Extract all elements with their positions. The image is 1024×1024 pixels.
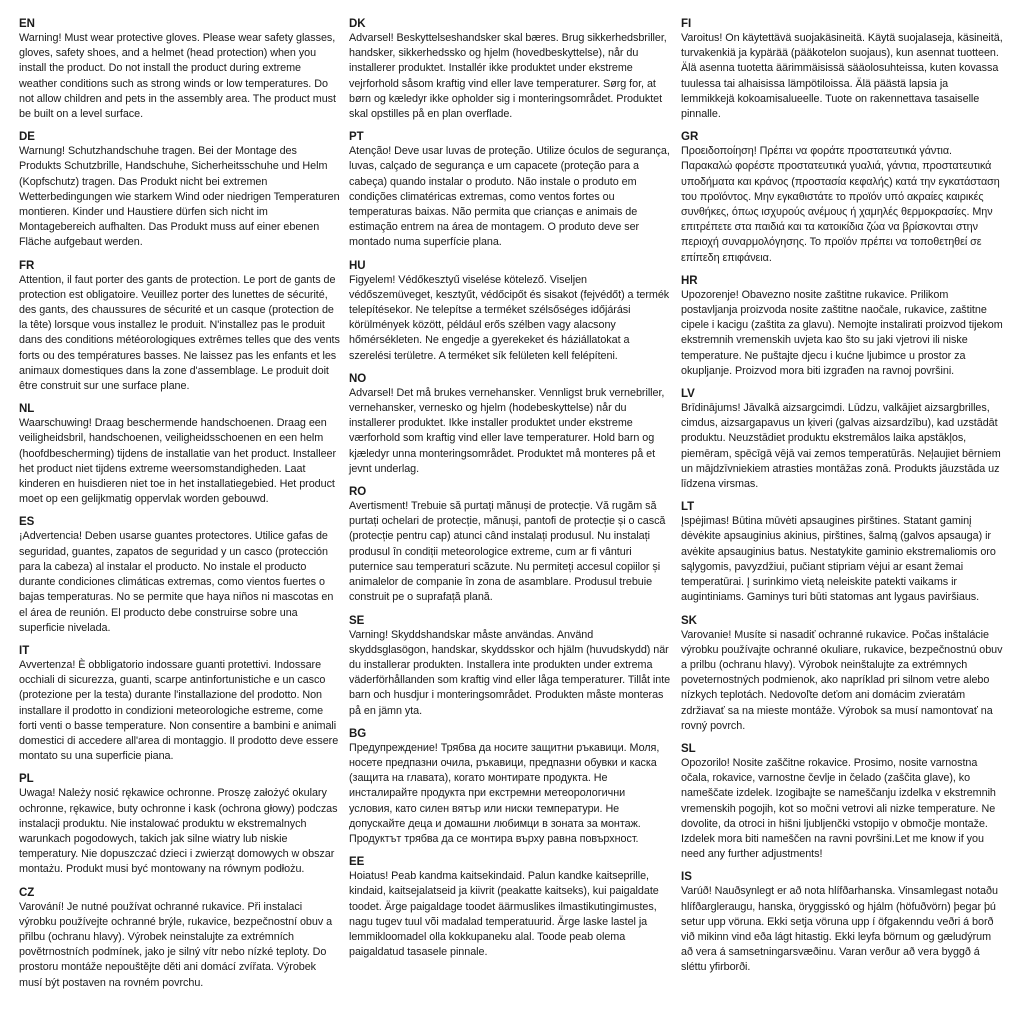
warning-section-cz [19, 886, 341, 991]
warning-section-sk [681, 614, 1003, 734]
warning-section-sl [681, 742, 1003, 862]
warning-text: Uwaga! Należy nosić rękawice ochronne. Proszę założyć okulary ochronne, rękawice, buty ochronne i kask (ochrona głowy) podczas instalacji produktu. Nie instalować produktu w ekstremalnych warunkach pogodowych, takich jak silne wiatry lub niskie temperatury. Nie dopuszczać dzieci i zwierząt domowych w obszar montażu. Produkt musi być montowany na równym podłożu. [19, 787, 338, 876]
warning-text: Brīdinājums! Jāvalkā aizsargcimdi. Lūdzu, valkājiet aizsargbrilles, cimdus, aizsargapavus un ķiveri (galvas aizsardzību), kad uzstādāt produktu. Neuzstādiet produktu ekstremālos laika apstākļos, piemēram, spēcīgā vējā vai zemos temperatūrās. Neļaujiet bērniem un mājdzīvniekiem atrasties montāžas zonā. Produkts jāuzstāda uz līdzena virsmas. [681, 402, 1001, 491]
warning-text: Avertisment! Trebuie să purtați mănuși de protecție. Vă rugăm să purtați ochelari de protecție, mănuși, pantofi de protecție și o cască (protecție pentru cap) atunci când instalați produsul. Nu instalați produsul în condiții meteorologice extreme, cum ar fi vânturi puternice sau temperaturi scăzute. Nu permiteți accesul copiilor și animalelor de companie în zona de asamblare. Produsul trebuie construit pe o suprafață plană. [349, 500, 666, 604]
language-code: PL [19, 773, 34, 786]
language-code: PT [349, 131, 364, 144]
language-code: EE [349, 856, 365, 869]
warning-text: Įspėjimas! Būtina mūvėti apsaugines pirštines. Statant gaminį dėvėkite apsauginius akinius, pirštines, šalmą (galvos apsauga) ir avėkite apsauginius batus. Nestatykite gaminio ekstremaliomis oro sąlygomis, pavyzdžiui, pučiant stipriam vėjui ar esant žemai temperatūrai. Į surinkimo vietą neleiskite patekti vaikams ir augintiniams. Gaminys turi būti statomas ant lygaus paviršiaus. [681, 515, 996, 604]
language-code: DE [19, 131, 35, 144]
warning-text: Avvertenza! È obbligatorio indossare guanti protettivi. Indossare occhiali di sicurezza, guanti, scarpe antinfortunistiche e un casco (protezione per la testa) durante l'installazione del prodotto. Non installare il prodotto in condizioni meteorologiche estreme, come forti venti o basse temperature. Non consentire a bambini e animali domestici di accedere all'area di montaggio. Il prodotto deve essere montato su una superficie piana. [19, 658, 339, 763]
language-code: LV [681, 388, 695, 401]
language-code: FR [19, 259, 35, 272]
language-code: HR [681, 274, 698, 287]
warning-text: Varovanie! Musíte si nasadiť ochranné rukavice. Počas inštalácie výrobku používajte ochranné okuliare, rukavice, bezpečnostnú obuv a prilbu (ochranu hlavy). Výrobok neinštalujte za extrémnych poveternostných podmienok, ako napríklad pri silnom vetre alebo nízkych teplotách. Nedovoľte deťom ani domácim zvieratám zdržiavať sa na mieste montáže. Výrobok sa musí namontovať na rovný povrch. [681, 628, 1003, 732]
warning-text: Advarsel! Det må brukes vernehansker. Vennligst bruk vernebriller, vernehansker, vernesko og hjelm (hodebeskyttelse) når du installerer produktet. Ikke installer produktet under ekstreme værforhold som kraftig vind eller lave temperaturer. Hold barn og kjæledyr unna monteringsområdet. Produktet må monteres på et jevnt underlag. [349, 386, 665, 475]
language-code: NL [19, 403, 35, 416]
warning-section-hu [349, 259, 671, 364]
warning-section-lv [681, 387, 1003, 492]
warning-section-no [349, 372, 671, 477]
language-code: IS [681, 871, 692, 884]
warning-text: Waarschuwing! Draag beschermende handschoenen. Draag een veiligheidsbril, handschoenen, veiligheidsschoenen en een helm (hoofdbescherming) tijdens de installatie van het product. Installeer het product niet tijdens extreme weersomstandigheden. Laat kinderen en huisdieren niet toe in het installatiegebied. Het product moet op een gelijkmatig oppervlak worden gebouwd. [19, 417, 337, 506]
language-code: GR [681, 131, 699, 144]
warning-section-gr [681, 130, 1003, 266]
warning-section-dk [349, 17, 671, 122]
language-code: SE [349, 614, 365, 627]
warning-text: Предупреждение! Трябва да носите защитни ръкавици. Моля, носете предпазни очила, ръкавици, предпазни обувки и каска (защита на главата), когато монтирате продукта. Не инсталирайте продукта при екстремни метеорологични условия, като силен вятър или ниски температури. Не допускайте деца и домашни любимци в зоната за монтаж. Продуктът трябва да се монтира върху равна повърхност. [349, 741, 660, 845]
warning-text: Varning! Skyddshandskar måste användas. Använd skyddsglasögon, handskar, skyddsskor och hjälm (huvudskydd) när du installerar produkten. Installera inte produkten under extrema väderförhållanden som kraftig vind eller låga temperaturer. Tillåt inte barn och husdjur i monteringsområdet. Produkten måste monteras på en jämn yta. [349, 628, 671, 717]
warning-section-en [19, 17, 341, 122]
warning-section-nl [19, 402, 341, 507]
warning-text: Προειδοποίηση! Πρέπει να φοράτε προστατευτικά γάντια. Παρακαλώ φορέστε προστατευτικά γυαλιά, γάντια, προστατευτικά υποδήματα και κράνος (προστασία κεφαλής) κατά την εγκατάσταση του προϊόντος. Μην εγκαθιστάτε το προϊόν υπό ακραίες καιρικές συνθήκες, όπως ισχυρούς ανέμους ή χαμηλές θερμοκρασίες. Μην επιτρέπετε στα παιδιά και τα κατοικίδια ζώα να βρίσκονται στην περιοχή συναρμολόγησης. Το προϊόν πρέπει να τοποθετηθεί σε επίπεδη επιφάνεια. [681, 145, 1000, 264]
language-code: EN [19, 18, 35, 30]
warning-section-hr [681, 274, 1003, 379]
warning-text: Figyelem! Védőkesztyű viselése kötelező. Viseljen védőszemüveget, kesztyűt, védőcipőt és sisakot (fejvédőt) a termék telepítésekor. Ne telepítse a terméket szélsőséges időjárási körülmények között, például erős szélben vagy alacsony hőmérsékleten. Ne engedje a gyerekeket és háziállatokat a szerelési területre. A terméket sík felületen kell felépíteni. [349, 273, 670, 362]
language-code: RO [349, 486, 367, 499]
warning-section-lt [681, 500, 1003, 605]
warning-section-pl [19, 772, 341, 877]
warning-section-it [19, 644, 341, 764]
warning-text: Varoitus! On käytettävä suojakäsineitä. Käytä suojalaseja, käsineitä, turvakenkiä ja kypärää (pääkotelon suojaus), kun asennat tuotteen. Älä asenna tuotetta äärimmäisissä sääolosuhteissa, kuten kovassa tuulessa tai alhaisissa lämpötiloissa. Älä päästä lapsia ja lemmikkejä kokoamisalueelle. Tuote on rakennettava tasaiselle pinnalle. [681, 32, 1003, 121]
language-code: HU [349, 259, 366, 272]
column-middle [349, 17, 671, 968]
language-code: DK [349, 18, 366, 30]
language-code: CZ [19, 886, 35, 899]
language-code: ES [19, 516, 35, 529]
warning-text: Warning! Must wear protective gloves. Please wear safety glasses, gloves, safety shoes, and a helmet (head protection) when you install the product. Do not install the product during extreme weather conditions such as strong winds or low temperatures. Do not allow children and pets in the assembly area. The product must be built on a level surface. [19, 32, 336, 121]
language-code: FI [681, 18, 692, 30]
warning-section-is [681, 870, 1003, 975]
warning-text: Advarsel! Beskyttelseshandsker skal bæres. Brug sikkerhedsbriller, handsker, sikkerhedssko og hjelm (hovedbeskyttelse), når du installerer produktet. Installér ikke produktet under ekstreme vejrforhold såsom kraftig vind eller lave temperaturer. Sørg for, at børn og kæledyr ikke opholder sig i monteringsområdet. Produktet skal opstilles på en plan overflade. [349, 32, 667, 121]
warning-section-es [19, 515, 341, 635]
warning-text: ¡Advertencia! Deben usarse guantes protectores. Utilice gafas de seguridad, guantes, zapatos de seguridad y un casco (protección para la cabeza) al instalar el producto. No instale el producto durante condiciones climáticas extremas, como vientos fuertes o bajas temperaturas. No se permite que haya niños ni mascotas en el área de reunión. El producto debe construirse sobre una superficie nivelada. [19, 530, 334, 634]
warning-text: Opozorilo! Nosite zaščitne rokavice. Prosimo, nosite varnostna očala, rokavice, varnostne čevlje in čelado (zaščita glave), ko nameščate izdelek. Izogibajte se nameščanju izdelka v ekstremnih vremenskih pogojih, kot so močni vetrovi ali nizke temperature. Ne dovolite, da otroci in hišni ljubljenčki vstopijo v območje montaže. Izdelek mora biti nameščen na ravni površini.Let me know if you need any further adjustments! [681, 756, 996, 861]
warning-section-de [19, 130, 341, 250]
warning-section-fr [19, 259, 341, 395]
language-code: BG [349, 727, 367, 740]
warning-text: Upozorenje! Obavezno nosite zaštitne rukavice. Prilikom postavljanja proizvoda nosite zaštitne naočale, rukavice, zaštitne cipele i kacigu (zaštita za glavu). Nemojte instalirati proizvod tijekom ekstremnih vremenskih uvjeta kao što su jaki vjetrovi ili niske temperature. Ne puštajte djecu i kućne ljubimce u prostor za okupljanje. Proizvod mora biti izgrađen na ravnoj površini. [681, 288, 1003, 377]
warning-section-ro [349, 485, 671, 605]
warning-section-se [349, 614, 671, 719]
warning-text: Varúð! Nauðsynlegt er að nota hlífðarhanska. Vinsamlegast notaðu hlífðargleraugu, hanska, öryggisskó og hjálm (höfuðvörn) þegar þú setur upp vöruna. Ekki setja vöruna upp í öfgakenndu veðri á borð við mikinn vind eða lágt hitastig. Ekki leyfa börnum og gæludýrum að vera á samsetningarsvæðinu. Varan verður að vera byggð á sléttu yfirborði. [681, 885, 998, 974]
language-code: LT [681, 501, 695, 514]
language-code: IT [19, 644, 30, 657]
language-code: SK [681, 614, 697, 627]
warning-text: Atenção! Deve usar luvas de proteção. Utilize óculos de segurança, luvas, calçado de segurança e um capacete (proteção para a cabeça) quando instalar o produto. Não instale o produto em condições climatéricas extremas, como ventos fortes ou temperaturas baixas. Não permita que crianças e animais de estimação entrem na área de montagem. O produto deve ser montado numa superfície plana. [349, 145, 670, 249]
warning-text: Hoiatus! Peab kandma kaitsekindaid. Palun kandke kaitseprille, kindaid, kaitsejalatseid ja kiivrit (peakatte kaitseks), kui paigaldate toodet. Ärge paigaldage toodet äärmuslikes ilmastikutingimustes, nagu tugev tuul või madalad temperatuurid. Ärge laske lastel ja lemmikloomadel olla kokkupaneku alal. Toode peab olema paigaldatud tasasele pinnale. [349, 870, 659, 959]
language-code: SL [681, 742, 696, 755]
column-right [681, 17, 1003, 984]
language-code: NO [349, 372, 367, 385]
warning-text: Warnung! Schutzhandschuhe tragen. Bei der Montage des Produkts Schutzbrille, Handschuhe, Sicherheitsschuhe und Helm (Kopfschutz) tragen. Das Produkt nicht bei extremen Wetterbedingungen wie starkem Wind oder niedrigen Temperaturen montieren. Kinder und Haustiere dürfen sich nicht im Montagebereich aufhalten. Das Produkt muss auf einer ebenen Fläche aufgebaut werden. [19, 145, 340, 249]
warning-text: Varování! Je nutné používat ochranné rukavice. Při instalaci výrobku používejte ochranné brýle, rukavice, bezpečnostní obuv a přilbu (ochranu hlavy). Výrobek neinstalujte za extrémních povětrnostních podmínek, jako je silný vítr nebo nízké teploty. Do prostoru montáže nepouštějte děti ani domácí zvířata. Výrobek musí být postaven na rovném povrchu. [19, 900, 333, 989]
warning-text: Attention, il faut porter des gants de protection. Le port de gants de protection est obligatoire. Veuillez porter des lunettes de sécurité, des gants, des chaussures de sécurité et un casque (protection de la tête) lorsque vous installez le produit. N'installez pas le produit dans des conditions météorologiques extrêmes telles que des vents forts ou des températures basses. Ne laissez pas les enfants et les animaux domestiques dans la zone d'assemblage. Le produit doit être construit sur une surface plane. [19, 273, 340, 393]
warning-section-pt [349, 130, 671, 250]
warning-section-fi [681, 17, 1003, 122]
warning-section-ee [349, 855, 671, 960]
column-left [19, 17, 341, 999]
warning-section-bg [349, 727, 671, 847]
